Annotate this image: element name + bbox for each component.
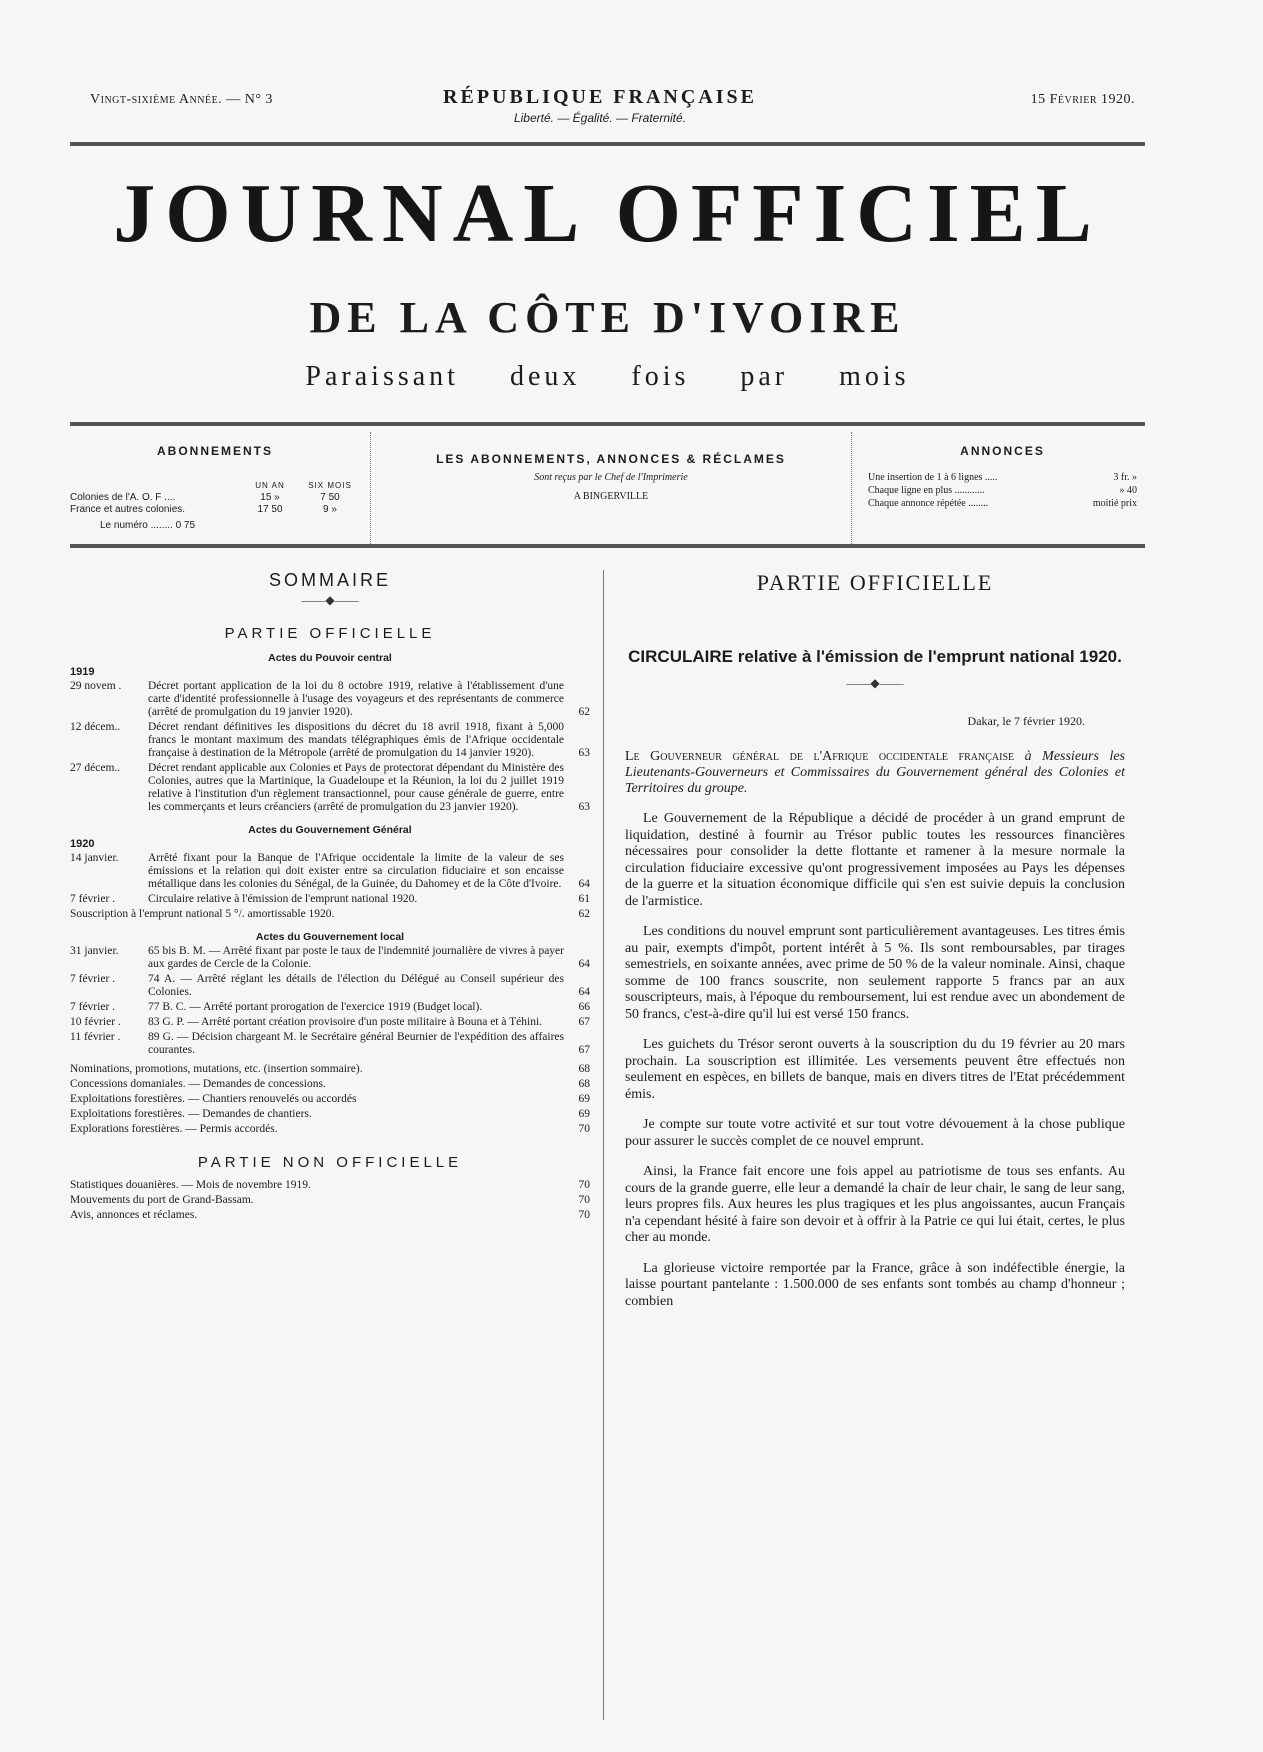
abonnement-label: Colonies de l'A. O. F .... bbox=[70, 492, 176, 503]
entry-date: 7 février . bbox=[70, 893, 116, 905]
column-divider bbox=[603, 570, 604, 1720]
sommaire-entry bbox=[70, 1031, 590, 1057]
entry-page: 64 bbox=[578, 958, 590, 970]
entry-text: Avis, annonces et réclames. bbox=[70, 1209, 198, 1221]
sommaire-entry bbox=[70, 1108, 590, 1121]
entry-text: 65 bis B. M. — Arrêté fixant par poste le taux de l'indemnité journalière de vivres à payer aux gardes de Cercle de la Colonie. bbox=[148, 945, 564, 970]
numero-label: Le numéro ........ bbox=[100, 520, 173, 531]
annonces-box bbox=[860, 432, 1145, 544]
annonce-row bbox=[868, 472, 1137, 483]
group-year: 1920 bbox=[70, 838, 95, 850]
sommaire-entry bbox=[70, 1001, 590, 1014]
article-title: CIRCULAIRE relative à l'émission de l'emprunt national 1920. bbox=[628, 647, 1122, 666]
article-paragraph: Ainsi, la France fait encore une fois appel au patriotisme de tous ses enfants. Au cours de la grande guerre, elle leur a demandé la chair de leur chair, le sang de leur sang, leurs propres fils. Aux heures les plus tragiques et les plus angoissantes, aucun Français n'a cependant hésité à faire son devoir et à offrir à la Patrie ce qui lui était, certes, le plus cher au monde. bbox=[625, 1164, 1125, 1245]
entry-page: 63 bbox=[578, 801, 590, 813]
annonce-label: Chaque ligne en plus ............ bbox=[868, 485, 985, 496]
entry-text: Explorations forestières. — Permis accordés. bbox=[70, 1123, 278, 1135]
entry-page: 70 bbox=[578, 1194, 590, 1206]
sommaire-entry bbox=[70, 1194, 590, 1207]
abonnements-header-row bbox=[70, 480, 360, 492]
entry-text: 83 G. P. — Arrêté portant création provisoire d'un poste militaire à Bouna et à Téhini. bbox=[148, 1016, 543, 1028]
entry-text: Souscription à l'emprunt national 5 °/. amortissable 1920. bbox=[70, 908, 335, 920]
group-heading: Actes du Pouvoir central bbox=[268, 652, 392, 664]
entry-text: Décret rendant applicable aux Colonies et Pays de protectorat dépendant du Ministère des Colonies, autres que la Martinique, la Guadeloupe et la Réunion, la loi du 2 juillet 1919 relative à l'institution d'un règlement transactionnel, pour cause générale de guerre, entre les commerçants et leurs créanciers (arrêté de promulgation du 23 janvier 1920). bbox=[148, 762, 564, 813]
entry-date: 14 janvier. bbox=[70, 852, 119, 864]
article-column bbox=[625, 570, 1125, 1310]
article-section-heading: PARTIE OFFICIELLE bbox=[756, 570, 994, 595]
entry-page: 67 bbox=[578, 1016, 590, 1028]
entry-page: 70 bbox=[578, 1123, 590, 1135]
abonnement-price: 9 » bbox=[323, 504, 337, 515]
article-paragraph: La glorieuse victoire remportée par la France, grâce à son indéfectible énergie, la laisse pourtant pantelante : 1.500.000 de ses enfants sont tombés au champ d'honneur ; combien bbox=[625, 1260, 1125, 1309]
entry-date: 27 décem.. bbox=[70, 762, 121, 774]
annonce-row bbox=[868, 498, 1137, 509]
misc-entries bbox=[70, 1063, 590, 1136]
entry-text: Exploitations forestières. — Chantiers renouvelés ou accordés bbox=[70, 1093, 357, 1105]
republic-block bbox=[420, 86, 780, 125]
publication-frequency: Paraissant deux fois par mois bbox=[305, 361, 910, 392]
article-dateline: Dakar, le 7 février 1920. bbox=[967, 714, 1085, 728]
sommaire-entry bbox=[70, 680, 590, 719]
partie-non-officielle-heading: PARTIE NON OFFICIELLE bbox=[197, 1154, 463, 1171]
abonnements-box bbox=[70, 432, 360, 544]
masthead-topline bbox=[90, 86, 1135, 136]
entry-date: 29 novem . bbox=[70, 680, 122, 692]
entry-text: 89 G. — Décision chargeant M. le Secrétaire général Beurnier de l'expédition des affaires courantes. bbox=[148, 1031, 564, 1056]
article-paragraph: Les conditions du nouvel emprunt sont particulièrement avantageuses. Les titres émis au pair, exempts d'impôt, portent intérêt à 5 %. Ils sont remboursables, par tirages semestriels, en soixante années, avec prime de 50 % de la valeur nominale. Ainsi, chaque somme de 100 francs souscrite, non seulement rapporte 5 francs par an aux souscripteurs, mais, à l'époque du remboursement, lui est rendue avec un abondement de 50 francs, c'est-à-dire qu'il lui est versé 150 francs. bbox=[625, 924, 1125, 1022]
sommaire-entry bbox=[70, 908, 590, 921]
annonce-price: » 40 bbox=[1119, 485, 1137, 496]
entry-page: 62 bbox=[578, 908, 590, 920]
masthead-rule bbox=[70, 142, 1145, 146]
reception-heading: LES ABONNEMENTS, ANNONCES & RÉCLAMES bbox=[436, 452, 786, 466]
article-paragraph: Je compte sur toute votre activité et sur tout votre dévouement à la chose publique pour assurer le succès complet de ce nouvel emprunt. bbox=[625, 1117, 1125, 1149]
entry-text: Décret rendant définitives les dispositions du décret du 18 avril 1918, fixant à 5,000 francs le montant maximum des mandats télégraphiques émis de l'Afrique occidentale française à destination de la Métropole (arrêté de promulgation du 14 janvier 1920). bbox=[148, 721, 564, 759]
abonnement-row bbox=[70, 492, 360, 504]
abonnement-price: 15 » bbox=[260, 492, 280, 503]
entry-page: 69 bbox=[578, 1093, 590, 1105]
ornament-icon: ——◆—— bbox=[846, 676, 904, 690]
non-officielle-entries bbox=[70, 1179, 590, 1222]
entry-date: 11 février . bbox=[70, 1031, 121, 1043]
sommaire-column bbox=[70, 570, 590, 1222]
reception-box bbox=[370, 432, 852, 544]
entry-text: Arrêté fixant pour la Banque de l'Afrique occidentale la limite de la valeur de ses émissions et la relation qui doit exister entre sa circulation fiduciaire et son encaisse métallique dans les colonies du Sénégal, de la Guinée, du Dahomey et de la Côte d'Ivoire. bbox=[148, 852, 564, 890]
reception-place: A BINGERVILLE bbox=[573, 491, 649, 502]
entry-page: 70 bbox=[578, 1209, 590, 1221]
sommaire-entry bbox=[70, 973, 590, 999]
article-paragraph: Le Gouvernement de la République a décidé de procéder à un grand emprunt de liquidation, destiné à fournir au Trésor public toutes les ressources financières nécessaires pour consolider la dette flottante et ramener à la mesure normale la circulation fiduciaire excessive qu'ont progressivement imposées au Pays les dépenses de la guerre et la situation économique difficile qui s'en est suivie depuis la conclusion de l'armistice. bbox=[625, 811, 1125, 909]
entry-text: 77 B. C. — Arrêté portant prorogation de l'exercice 1919 (Budget local). bbox=[148, 1001, 483, 1013]
sommaire-entry bbox=[70, 762, 590, 814]
journal-subtitle: DE LA CÔTE D'IVOIRE bbox=[309, 293, 906, 342]
abonnements-heading: ABONNEMENTS bbox=[156, 444, 273, 458]
entry-page: 70 bbox=[578, 1179, 590, 1191]
motto: Liberté. — Égalité. — Fraternité. bbox=[513, 111, 687, 125]
group-heading: Actes du Gouvernement local bbox=[255, 931, 405, 943]
annonces-list bbox=[860, 472, 1145, 509]
abonnement-label: France et autres colonies. bbox=[70, 504, 186, 515]
entry-text: Nominations, promotions, mutations, etc. (insertion sommaire). bbox=[70, 1063, 363, 1075]
group-heading: Actes du Gouvernement Général bbox=[248, 824, 412, 836]
annonce-price: 3 fr. » bbox=[1113, 472, 1137, 483]
sommaire-entry bbox=[70, 852, 590, 891]
annonce-row bbox=[868, 485, 1137, 496]
entry-text: 74 A. — Arrêté réglant les détails de l'élection du Délégué au Conseil supérieur des Colonies. bbox=[148, 973, 564, 998]
entry-text: Concessions domaniales. — Demandes de concessions. bbox=[70, 1078, 326, 1090]
sommaire-entry bbox=[70, 945, 590, 971]
ornament-icon: ——◆—— bbox=[301, 593, 359, 607]
sommaire-entry bbox=[70, 1179, 590, 1192]
sommaire-title: SOMMAIRE bbox=[268, 570, 391, 590]
reception-note: Sont reçus par le Chef de l'Imprimerie bbox=[534, 472, 688, 483]
article-paragraph: Les guichets du Trésor seront ouverts à la souscription du du 19 février au 20 mars prochain. La souscription est illimitée. Les versements peuvent être effectués non seulement en espèces, en billets de banque, mais en divers titres de l'Etat précédemment émis. bbox=[625, 1037, 1125, 1102]
annonce-label: Chaque annonce répétée ........ bbox=[868, 498, 989, 509]
entry-text: Statistiques douanières. — Mois de novembre 1919. bbox=[70, 1179, 311, 1191]
col-six-mois: SIX MOIS bbox=[308, 481, 352, 490]
entry-page: 66 bbox=[578, 1001, 590, 1013]
abonnement-price: 7 50 bbox=[320, 492, 340, 503]
sommaire-entry bbox=[70, 721, 590, 760]
numero-price: 0 75 bbox=[175, 520, 196, 531]
entry-date: 7 février . bbox=[70, 973, 116, 985]
group-year: 1919 bbox=[70, 666, 95, 678]
republic-label: RÉPUBLIQUE FRANÇAISE bbox=[443, 86, 757, 108]
sommaire-entry bbox=[70, 1063, 590, 1076]
entry-date: 31 janvier. bbox=[70, 945, 119, 957]
entry-page: 61 bbox=[578, 893, 590, 905]
entry-date: 12 décem.. bbox=[70, 721, 121, 733]
col-un-an: UN AN bbox=[255, 481, 285, 490]
abonnement-price: 17 50 bbox=[257, 504, 283, 515]
issue-date: 15 Février 1920. bbox=[1030, 92, 1135, 107]
sommaire-entry bbox=[70, 1093, 590, 1106]
address-sender: Le Gouverneur général de l'Afrique occidentale française bbox=[625, 749, 1015, 764]
year-issue: Vingt-sixième Année. — N° 3 bbox=[90, 92, 273, 107]
sommaire-entry bbox=[70, 893, 590, 906]
entry-text: Circulaire relative à l'émission de l'emprunt national 1920. bbox=[148, 893, 418, 905]
subbar-bottom-rule bbox=[70, 544, 1145, 548]
article-address bbox=[625, 749, 1125, 797]
subbar-top-rule bbox=[70, 422, 1145, 426]
sommaire-entry bbox=[70, 1078, 590, 1091]
numero-row bbox=[70, 520, 360, 532]
abonnement-row bbox=[70, 504, 360, 516]
annonce-price: moitié prix bbox=[1092, 498, 1137, 509]
entry-page: 68 bbox=[578, 1078, 590, 1090]
entry-page: 63 bbox=[578, 747, 590, 759]
partie-officielle-heading: PARTIE OFFICIELLE bbox=[224, 625, 436, 642]
abonnements-table bbox=[70, 480, 360, 532]
entry-page: 64 bbox=[578, 878, 590, 890]
entry-page: 67 bbox=[578, 1044, 590, 1056]
entry-date: 7 février . bbox=[70, 1001, 116, 1013]
annonces-heading: ANNONCES bbox=[960, 444, 1045, 458]
subscription-bar bbox=[70, 432, 1145, 544]
entry-text: Mouvements du port de Grand-Bassam. bbox=[70, 1194, 254, 1206]
sommaire-entry bbox=[70, 1123, 590, 1136]
annonce-label: Une insertion de 1 à 6 lignes ..... bbox=[868, 472, 998, 483]
entry-text: Exploitations forestières. — Demandes de chantiers. bbox=[70, 1108, 312, 1120]
entry-text: Décret portant application de la loi du 8 octobre 1919, relative à l'établissement d'une carte d'identité professionnelle à l'usage des voyageurs et des représentants de commerce (arrêté de promulgation du 19 janvier 1920). bbox=[148, 680, 564, 718]
address-recipient: à Messieurs les Lieutenants-Gouverneurs et Commissaires du Gouvernement général des Colonies et Territoires du groupe. bbox=[625, 749, 1125, 796]
sommaire-entry bbox=[70, 1016, 590, 1029]
entry-page: 69 bbox=[578, 1108, 590, 1120]
entry-date: 10 février . bbox=[70, 1016, 121, 1028]
entry-page: 64 bbox=[578, 986, 590, 998]
sommaire-entry bbox=[70, 1209, 590, 1222]
entry-page: 62 bbox=[578, 706, 590, 718]
entry-page: 68 bbox=[578, 1063, 590, 1075]
journal-title: JOURNAL OFFICIEL bbox=[113, 167, 1102, 260]
